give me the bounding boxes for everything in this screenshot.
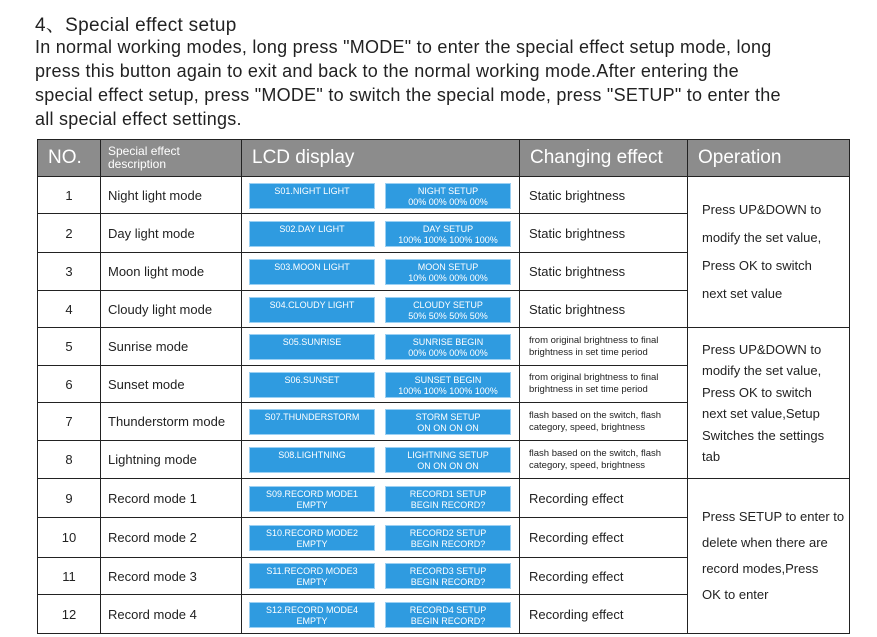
lcd-display-cell: [242, 214, 520, 253]
lcd-line-1: S08.LIGHTNING: [278, 450, 346, 460]
changing-effect: Static brightness: [520, 291, 688, 328]
operation-line: next set value,Setup: [702, 406, 820, 421]
lcd-line-1: SUNSET BEGIN: [414, 375, 482, 385]
changing-effect: Recording effect: [520, 595, 688, 634]
lcd-display-cell: [242, 177, 520, 214]
lcd-line-1: SUNRISE BEGIN: [412, 337, 484, 347]
changing-effect: from original brightness to final brightness in set time period: [520, 366, 688, 403]
lcd-line-1: RECORD4 SETUP: [409, 605, 487, 615]
effect-description: Sunset mode: [101, 366, 242, 403]
header-description: [101, 140, 242, 177]
operation-line: Press UP&DOWN to: [702, 202, 822, 217]
intro-line: special effect setup, press "MODE" to switch the special mode, press "SETUP" to enter the: [35, 85, 781, 105]
lcd-line-1: DAY SETUP: [422, 224, 474, 234]
row-number: 1: [38, 177, 101, 214]
lcd-screen-left: [249, 486, 375, 512]
effect-description: Moon light mode: [101, 253, 242, 291]
operation-line: record modes,Press: [702, 561, 819, 576]
lcd-display-cell: [242, 328, 520, 366]
lcd-line-2: EMPTY: [296, 616, 328, 626]
row-number: 8: [38, 441, 101, 479]
effect-description: Record mode 1: [101, 479, 242, 518]
lcd-screen-left: [249, 183, 375, 209]
lcd-screen-right: [385, 409, 511, 435]
lcd-line-2: EMPTY: [296, 577, 328, 587]
operation-line: OK to enter: [702, 587, 769, 602]
row-number: 12: [38, 595, 101, 634]
lcd-screen-right: [385, 563, 511, 589]
changing-effect: from original brightness to final brightness in set time period: [520, 328, 688, 366]
lcd-line-1: S12.RECORD MODE4: [265, 605, 359, 615]
intro-line: press this button again to exit and back to the normal working mode.After entering the: [35, 61, 739, 81]
changing-effect: Recording effect: [520, 479, 688, 518]
table-row: [38, 328, 850, 366]
effect-description: Thunderstorm mode: [101, 403, 242, 441]
operation-line: modify the set value,: [702, 363, 822, 378]
operation-line: Switches the settings: [702, 427, 825, 443]
lcd-screen-right: [385, 447, 511, 473]
lcd-line-1: S04.CLOUDY LIGHT: [269, 300, 355, 310]
operation-line: Press SETUP to enter to: [702, 509, 845, 524]
section-heading: 4、Special effect setup: [35, 15, 237, 36]
changing-effect: flash based on the switch, flash category, speed, brightness: [520, 441, 688, 479]
effect-description: Record mode 3: [101, 558, 242, 595]
changing-effect: Static brightness: [520, 177, 688, 214]
lcd-line-2: 10% 00% 00% 00%: [408, 273, 488, 283]
operation-line: modify the set value,: [702, 230, 822, 245]
operation-line: delete when there are: [702, 535, 828, 550]
lcd-line-1: S07.THUNDERSTORM: [264, 412, 360, 422]
operation-line: Press OK to switch: [702, 258, 812, 273]
lcd-screen-left: [249, 334, 375, 360]
operation-line: Press OK to switch: [702, 384, 812, 400]
lcd-line-1: STORM SETUP: [415, 412, 481, 422]
intro-paragraph: [35, 35, 865, 131]
header-description-line1: Special effect: [108, 144, 180, 158]
lcd-line-2: 100% 100% 100% 100%: [398, 235, 498, 245]
operation-instructions: [688, 177, 850, 328]
lcd-screen-right: [385, 334, 511, 360]
changing-effect: Recording effect: [520, 558, 688, 595]
operation-instructions: [688, 328, 850, 479]
lcd-display-cell: [242, 479, 520, 518]
lcd-screen-left: [249, 563, 375, 589]
lcd-line-2: 100% 100% 100% 100%: [398, 386, 498, 396]
lcd-screen-left: [249, 602, 375, 628]
lcd-screen-left: [249, 221, 375, 247]
row-number: 6: [38, 366, 101, 403]
effect-description: Day light mode: [101, 214, 242, 253]
row-number: 5: [38, 328, 101, 366]
lcd-line-2: 50% 50% 50% 50%: [408, 311, 488, 321]
lcd-screen-left: [249, 297, 375, 323]
lcd-line-1: S11.RECORD MODE3: [266, 566, 358, 576]
row-number: 9: [38, 479, 101, 518]
effect-description: Record mode 2: [101, 518, 242, 558]
lcd-screen-left: [249, 372, 375, 398]
intro-line: all special effect settings.: [35, 109, 242, 129]
lcd-screen-right: [385, 183, 511, 209]
lcd-line-2: ON ON ON ON: [417, 461, 479, 471]
changing-effect: flash based on the switch, flash category, speed, brightness: [520, 403, 688, 441]
header-changing-effect: Changing effect: [520, 140, 688, 177]
lcd-screen-right: [385, 486, 511, 512]
lcd-line-2: 00% 00% 00% 00%: [408, 348, 488, 358]
lcd-display-cell: [242, 366, 520, 403]
row-number: 11: [38, 558, 101, 595]
operation-line: tab: [702, 449, 721, 464]
lcd-line-1: S01.NIGHT LIGHT: [274, 186, 350, 196]
lcd-line-2: EMPTY: [296, 539, 328, 549]
lcd-display-cell: [242, 441, 520, 479]
changing-effect: Recording effect: [520, 518, 688, 558]
row-number: 2: [38, 214, 101, 253]
lcd-display-cell: [242, 518, 520, 558]
lcd-line-1: MOON SETUP: [417, 262, 479, 272]
header-operation: Operation: [688, 140, 850, 177]
effect-description: Lightning mode: [101, 441, 242, 479]
lcd-line-2: 00% 00% 00% 00%: [408, 197, 488, 207]
table-header-row: [38, 140, 850, 177]
lcd-line-1: NIGHT SETUP: [417, 186, 479, 196]
row-number: 7: [38, 403, 101, 441]
lcd-screen-right: [385, 372, 511, 398]
lcd-screen-right: [385, 525, 511, 551]
lcd-line-1: S10.RECORD MODE2: [265, 528, 359, 538]
effect-description: Cloudy light mode: [101, 291, 242, 328]
lcd-display-cell: [242, 403, 520, 441]
lcd-line-1: CLOUDY SETUP: [413, 300, 483, 310]
lcd-line-2: ON ON ON ON: [417, 423, 479, 433]
lcd-line-2: EMPTY: [296, 500, 328, 510]
lcd-line-2: BEGIN RECORD?: [410, 539, 486, 549]
changing-effect: Static brightness: [520, 214, 688, 253]
lcd-line-1: S02.DAY LIGHT: [279, 224, 345, 234]
lcd-line-1: RECORD1 SETUP: [409, 489, 487, 499]
table-row: [38, 177, 850, 214]
lcd-screen-left: [249, 259, 375, 285]
lcd-line-1: RECORD2 SETUP: [409, 528, 487, 538]
lcd-line-1: S06.SUNSET: [284, 375, 340, 385]
lcd-line-1: RECORD3 SETUP: [409, 566, 487, 576]
effect-description: Sunrise mode: [101, 328, 242, 366]
operation-line: Press UP&DOWN to: [702, 341, 822, 357]
lcd-display-cell: [242, 291, 520, 328]
lcd-screen-left: [249, 409, 375, 435]
row-number: 4: [38, 291, 101, 328]
lcd-screen-left: [249, 525, 375, 551]
lcd-display-cell: [242, 595, 520, 634]
lcd-line-1: S09.RECORD MODE1: [265, 489, 359, 499]
operation-line: next set value: [702, 286, 783, 301]
special-effect-table: [37, 139, 850, 634]
header-description-line2: description: [108, 157, 167, 171]
lcd-screen-left: [249, 447, 375, 473]
row-number: 3: [38, 253, 101, 291]
lcd-line-2: BEGIN RECORD?: [410, 616, 486, 626]
lcd-line-2: BEGIN RECORD?: [410, 577, 486, 587]
operation-instructions: [688, 479, 850, 634]
table-row: [38, 479, 850, 518]
lcd-display-cell: [242, 253, 520, 291]
lcd-screen-right: [385, 259, 511, 285]
lcd-line-2: BEGIN RECORD?: [410, 500, 486, 510]
lcd-line-1: S03.MOON LIGHT: [274, 262, 350, 272]
row-number: 10: [38, 518, 101, 558]
intro-line: In normal working modes, long press "MODE" to enter the special effect setup mode, long: [35, 37, 772, 57]
header-no: NO.: [38, 140, 101, 177]
lcd-screen-right: [385, 602, 511, 628]
lcd-display-cell: [242, 558, 520, 595]
effect-description: Night light mode: [101, 177, 242, 214]
lcd-line-1: LIGHTNING SETUP: [407, 450, 489, 460]
header-lcd-display: LCD display: [242, 140, 520, 177]
lcd-screen-right: [385, 221, 511, 247]
effect-description: Record mode 4: [101, 595, 242, 634]
lcd-screen-right: [385, 297, 511, 323]
lcd-line-1: S05.SUNRISE: [282, 337, 342, 347]
changing-effect: Static brightness: [520, 253, 688, 291]
